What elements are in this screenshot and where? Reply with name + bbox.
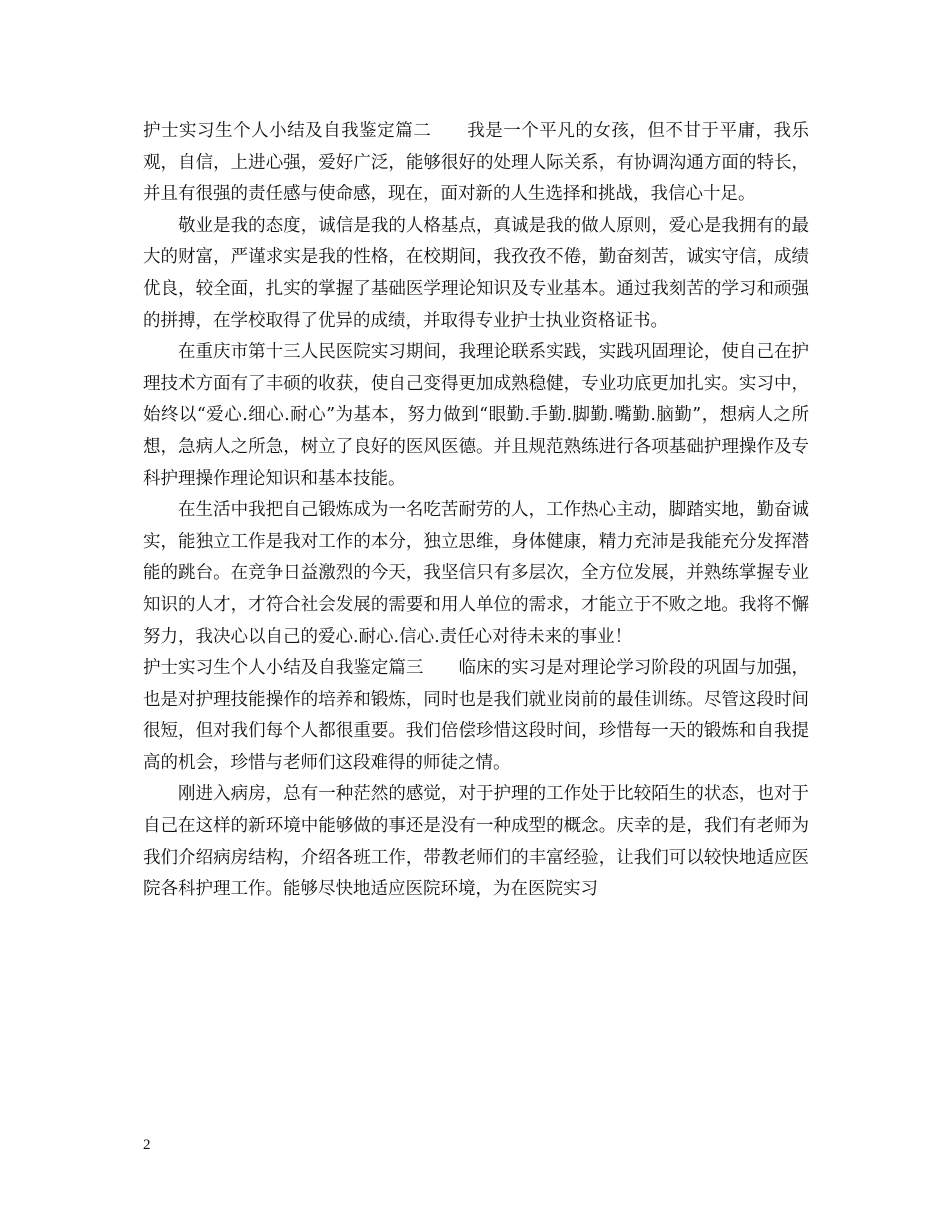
paragraph-5: 护士实习生个人小结及自我鉴定篇三 临床的实习是对理论学习阶段的巩固与加强，也是对护理技能操作的培养和锻炼，同时也是我们就业岗前的最佳训练。尽管这段时间很短，但对我们每个人都很重要。我们倍偿珍惜这段时间，珍惜每一天的锻炼和自我提高的机会，珍惜与老师们这段难得的师徒之情。	[143, 658, 809, 773]
paragraph-6: 刚进入病房，总有一种茫然的感觉，对于护理的工作处于比较陌生的状态，也对于自己在这样的新环境中能够做的事还是没有一种成型的概念。庆幸的是，我们有老师为我们介绍病房结构，介绍各班工作，带教老师们的丰富经验，让我们可以较快地适应医院各科护理工作。能够尽快地适应医院环境，为在医院实习	[143, 784, 809, 900]
document-body	[143, 116, 809, 906]
paragraph-2: 敬业是我的态度，诚信是我的人格基点，真诚是我的做人原则，爱心是我拥有的最大的财富，严谨求实是我的性格，在校期间，我孜孜不倦，勤奋刻苦，诚实守信，成绩优良，较全面，扎实的掌握了基础医学理论知识及专业基本。通过我刻苦的学习和顽强的拼搏，在学校取得了优异的成绩，并取得专业护士执业资格证书。	[143, 215, 809, 331]
page-number: 2	[143, 1137, 151, 1153]
paragraph-4: 在生活中我把自己锻炼成为一名吃苦耐劳的人，工作热心主动，脚踏实地，勤奋诚实，能独立工作是我对工作的本分，独立思维，身体健康，精力充沛是我能充分发挥潜能的跳台。在竞争日益激烈的今天，我坚信只有多层次，全方位发展，并熟练掌握专业知识的人才，才符合社会发展的需要和用人单位的需求，才能立于不败之地。我将不懈努力，我决心以自己的爱心.耐心.信心.责任心对待未来的事业！	[143, 500, 809, 647]
paragraph-3: 在重庆市第十三人民医院实习期间，我理论联系实践，实践巩固理论，使自己在护理技术方面有了丰硕的收获，使自己变得更加成熟稳健，专业功底更加扎实。实习中，始终以“爱心.细心.耐心”为基本，努力做到“眼勤.手勤.脚勤.嘴勤.脑勤”，想病人之所想，急病人之所急，树立了良好的医风医德。并且规范熟练进行各项基础护理操作及专科护理操作理论知识和基本技能。	[143, 342, 809, 489]
paragraph-1: 护士实习生个人小结及自我鉴定篇二 我是一个平凡的女孩，但不甘于平庸，我乐观，自信，上进心强，爱好广泛，能够很好的处理人际关系，有协调沟通方面的特长，并且有很强的责任感与使命感，现在，面对新的人生选择和挑战，我信心十足。	[143, 121, 809, 205]
